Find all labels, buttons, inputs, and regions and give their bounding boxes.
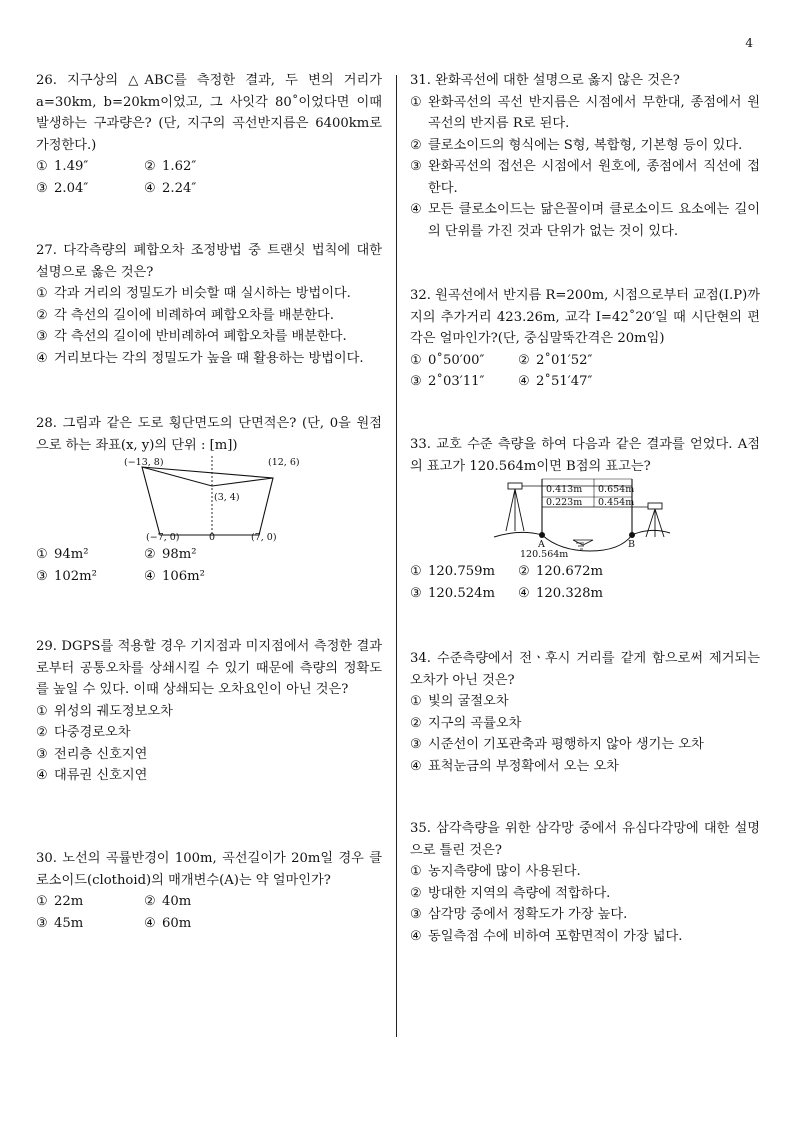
options (36, 544, 382, 587)
cross-section-figure (36, 456, 382, 542)
question-stem: 29. DGPS를 적용할 경우 기지점과 미지점에서 측정한 결과로부터 공통오차를 상쇄시킬 수 있기 때문에 측량의 정확도를 높일 수 있다. 이때 상쇄되는 오차요인이 아닌 것은? (36, 639, 382, 697)
question-27 (36, 240, 382, 369)
option-2[interactable]: ② 120.672m (518, 564, 604, 579)
option-1[interactable]: ① 농지측량에 많이 사용된다. (410, 864, 581, 879)
option-2[interactable]: ② 방대한 지역의 측량에 적합하다. (410, 885, 611, 901)
option-3[interactable]: ③ 삼각망 중에서 정확도가 가장 높다. (410, 907, 628, 922)
label-origin: 0 (209, 532, 216, 542)
question-29 (36, 636, 382, 787)
option-1[interactable]: ① 빛의 굴절오차 (410, 694, 509, 709)
option-4[interactable]: ④ 2˚51′47″ (518, 374, 593, 389)
option-3[interactable]: ③ 2.04″ (36, 180, 89, 196)
question-34 (410, 648, 760, 777)
option-3[interactable]: ③ 45m (36, 915, 84, 931)
reading-b-upper: 0.654m (598, 484, 635, 495)
option-4[interactable]: ④ 거리보다는 각의 정밀도가 높을 때 활용하는 방법이다. (36, 350, 364, 366)
label-b: B (628, 539, 635, 550)
label-left-bottom: (−7, 0) (146, 532, 180, 542)
point-a (539, 532, 545, 538)
option-2[interactable]: ② 클로소이드의 형식에는 S형, 복합형, 기본형 등이 있다. (410, 137, 743, 153)
question-stem: 27. 다각측량의 폐합오차 조정방법 중 트랜싯 법칙에 대한 설명으로 옳은 것은? (36, 243, 382, 280)
label-left-top: (−13, 8) (124, 457, 164, 468)
reciprocal-leveling-figure (410, 477, 760, 559)
cross-section-polygon (142, 467, 273, 535)
reading-b-lower: 0.454m (598, 497, 635, 508)
option-4[interactable]: ④ 120.328m (518, 585, 604, 601)
option-2[interactable]: ② 다중경로오차 (36, 725, 131, 740)
question-32 (410, 285, 760, 393)
label-right-bottom: (7, 0) (251, 532, 277, 542)
option-2[interactable]: ② 1.62″ (144, 159, 197, 174)
question-stem: 32. 원곡선에서 반지름 R=200m, 시점으로부터 교점(I.P)까지의 추가거리 423.26m, 교각 I=42˚20′일 때 시단현의 편각은 얼마인가?(단, 중심말뚝간격은 20m임) (410, 288, 760, 346)
level-instrument-left (508, 483, 522, 489)
question-30 (36, 848, 382, 934)
reading-a-lower: 0.223m (546, 497, 583, 508)
options (410, 561, 760, 604)
option-3[interactable]: ③ 120.524m (410, 585, 496, 601)
option-3[interactable]: ③ 102m² (36, 568, 97, 584)
option-1[interactable]: ① 120.759m (410, 564, 496, 579)
question-31 (410, 70, 760, 242)
option-3[interactable]: ③ 전리층 신호지연 (36, 746, 148, 762)
question-stem: 31. 완화곡선에 대한 설명으로 옳지 않은 것은? (410, 73, 680, 88)
column-divider (396, 75, 397, 1037)
option-2[interactable]: ② 40m (144, 894, 192, 909)
question-33 (410, 434, 760, 604)
option-3[interactable]: ③ 완화곡선의 접선은 시점에서 원호에, 종점에서 직선에 접한다. (410, 159, 760, 196)
level-instrument-right (648, 503, 662, 509)
option-1[interactable]: ① 완화곡선의 곡선 반지름은 시점에서 무한대, 종점에서 원곡선의 반지름 R로 된다. (410, 94, 760, 131)
option-1[interactable]: ① 0˚50′00″ (410, 352, 485, 368)
question-stem: 30. 노선의 곡률반경이 100m, 곡선길이가 20m일 경우 클로소이드(clothoid)의 매개변수(A)는 약 얼마인가? (36, 851, 382, 888)
point-b (629, 532, 635, 538)
question-stem: 35. 삼각측량을 위한 삼각망 중에서 유심다각망에 대한 설명으로 틀린 것은? (410, 821, 760, 858)
option-1[interactable]: ① 위성의 궤도정보오차 (36, 703, 173, 719)
option-2[interactable]: ② 각 측선의 길이에 비례하여 폐합오차를 배분한다. (36, 307, 334, 323)
option-4[interactable]: ④ 동일측점 수에 비하여 포함면적이 가장 넓다. (410, 928, 683, 944)
option-3[interactable]: ③ 2˚03′11″ (410, 374, 485, 389)
water-level-symbol (573, 540, 593, 545)
option-4[interactable]: ④ 2.24″ (144, 180, 197, 196)
reading-a-upper: 0.413m (546, 484, 583, 495)
option-1[interactable]: ① 1.49″ (36, 159, 89, 174)
question-26 (36, 70, 382, 199)
option-4[interactable]: ④ 표척눈금의 부정확에서 오는 오차 (410, 758, 619, 774)
label-center: (3, 4) (214, 492, 240, 503)
question-stem: 28. 그림과 같은 도로 횡단면도의 단면적은? (단, 0을 원점으로 하는 좌표(x, y)의 단위 : [m]) (36, 416, 382, 453)
label-a: A (538, 539, 545, 550)
options (36, 891, 382, 934)
option-2[interactable]: ② 98m² (144, 547, 197, 562)
option-2[interactable]: ② 2˚01′52″ (518, 352, 593, 368)
label-right-top: (12, 6) (268, 457, 300, 468)
option-4[interactable]: ④ 106m² (144, 568, 205, 584)
option-1[interactable]: ① 각과 거리의 정밀도가 비슷할 때 실시하는 방법이다. (36, 286, 351, 301)
option-3[interactable]: ③ 시준선이 기포관축과 평행하지 않아 생기는 오차 (410, 737, 704, 752)
option-1[interactable]: ① 94m² (36, 547, 89, 562)
option-4[interactable]: ④ 모든 클로소이드는 닮은꼴이며 클로소이드 요소에는 길이의 단위를 가진 것과 단위가 없는 것이 있다. (410, 202, 760, 239)
option-4[interactable]: ④ 대류권 신호지연 (36, 768, 148, 783)
options (36, 156, 382, 199)
options (410, 350, 760, 393)
question-stem: 26. 지구상의 △ABC를 측정한 결과, 두 변의 거리가 a=30km, b=20km이었고, 그 사잇각 80˚이었다면 이때 발생하는 구과량은? (단, 지구의 곡선반지름은 6400km로 가정한다.) (36, 73, 382, 153)
option-4[interactable]: ④ 60m (144, 915, 192, 931)
option-1[interactable]: ① 22m (36, 894, 84, 909)
ground-line (494, 530, 670, 551)
page-number: 4 (745, 36, 753, 50)
question-stem: 34. 수준측량에서 전ㆍ후시 거리를 같게 함으로써 제거되는 오차가 아닌 것은? (410, 651, 760, 688)
label-a-elevation: 120.564m (520, 549, 569, 559)
question-stem: 33. 교호 수준 측량을 하여 다음과 같은 결과를 얻었다. A점의 표고가 120.564m이면 B점의 표고는? (410, 437, 760, 474)
option-2[interactable]: ② 지구의 곡률오차 (410, 715, 522, 731)
question-28 (36, 413, 382, 587)
option-3[interactable]: ③ 각 측선의 길이에 반비례하여 폐합오차를 배분한다. (36, 329, 347, 344)
question-35 (410, 818, 760, 947)
